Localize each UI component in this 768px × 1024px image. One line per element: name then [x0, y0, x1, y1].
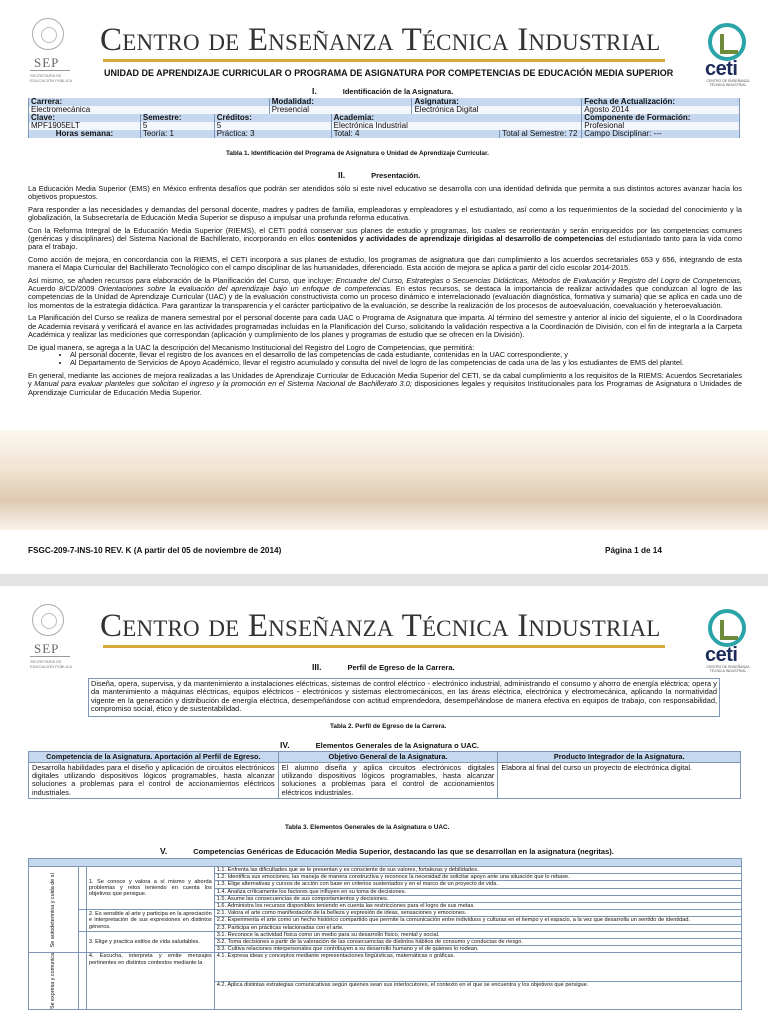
- sep-logo: SEP: [34, 55, 60, 70]
- decorative-banner-image: [0, 430, 768, 530]
- modalidad-value: Presencial: [269, 106, 412, 114]
- academia-label: Academia:: [331, 114, 582, 122]
- attribute-cell: 3.3. Cultiva relaciones interpersonales que contribuyen a su desarrollo humano y el de quienes lo rodean.: [214, 946, 741, 953]
- spacer-cell: [78, 953, 86, 1010]
- spacer-cell: [78, 931, 86, 953]
- column-header: Competencia de la Asignatura. Aportación al Perfil de Egreso.: [29, 752, 279, 763]
- carrera-label: Carrera:: [29, 98, 270, 106]
- sep-divider: [30, 656, 70, 657]
- attribute-cell: 4.1. Expresa ideas y conceptos mediante representaciones lingüísticas, matemáticas o gráficas.: [214, 953, 741, 982]
- title-underline: [103, 645, 665, 648]
- carrera-value: Electromecánica: [29, 106, 270, 114]
- table-band: [29, 859, 742, 867]
- paragraph: Como acción de mejora, en concordancia con la RIEMS, el CETI incorpora a sus planes de estudio, los programas de asignatura que dan cumplimiento a los acuerdos secretariales 653 y 656, integrando de esta manera el Mapa Curricular del Bachillerato Tecnológico con el campo disciplinar de las humanidades, diferenciado. Esta acción de mejora se aplica a partir del ciclo escolar 2014-2015.: [28, 254, 742, 273]
- table-cell: El alumno diseña y aplica circuitos electrónicos digitales utilizando dispositivos lógicos programables, hasta alcanzar soluciones a problemas para el control de accionamientos eléctricos industriales.: [278, 763, 498, 799]
- paragraph: Con la Reforma Integral de la Educación Media Superior (RIEMS), el CETI podrá conservar sus planes de estudio y programas, los cuales se reorientarán y serán enriquecidos por las competencias comunes (genéricas y disciplinares) del Sistema Nacional de Bachillerato, incorporando en ellos contenidos y actividades de aprendizaje dirigidas al desarrollo de competencias del estudiantado tanto para la vida como para el trabajo.: [28, 225, 742, 252]
- sep-subtitle: SECRETARÍA DE EDUCACIÓN PÚBLICA: [30, 659, 73, 669]
- paragraph: La Educación Media Superior (EMS) en México enfrenta desafíos que podrán ser atendidos sólo si este nivel educativo se desarrolla con una identidad definida que permita a sus distintos actores avanzar hacia los objetivos propuestos.: [28, 184, 742, 202]
- paragraph: En general, mediante las acciones de mejora realizadas a las Unidades de Aprendizaje Curricular de Educación Media Superior del CETI, se da cabal cumplimiento a los requisitos de la RIEMS: Acuerdos Secretariales y Manual para evaluar planteles que solicitan el ingreso y la promoción en el Sistema Nacional de Bachillerato 3.0; disposiciones legales y requisitos Institucionales para los Programas de Asignatura o Unidades de Aprendizaje Curricular de Educación Media Superior.: [28, 370, 742, 397]
- paragraph: La Planificación del Curso se realiza de manera semestral por el personal docente para cada UAC o Programa de Asignatura que imparta. Al término del semestre y anterior al inicio del siguiente, el o la Coordinadora de Academia revisará y verificará el avance en las actividades programadas incluidas en la Planificación del Curso, solicitando la validación respectiva a la Coordinación de División, con el fin de integrarla a la Carpeta Académica y realizar las mediciones que correspondan (aplicación y cumplimiento de los planes y programas de estudio que se ofrecen en la División).: [28, 313, 742, 340]
- section-heading-2: II. Presentación.: [338, 170, 421, 180]
- componente-label: Componente de Formación:: [582, 114, 740, 122]
- asignatura-label: Asignatura:: [412, 98, 582, 106]
- attribute-cell: 2.1. Valora el arte como manifestación de la belleza y expresión de ideas, sensaciones y emociones.: [214, 910, 741, 917]
- ceti-logo-icon: [708, 23, 746, 61]
- document-page-2: [0, 586, 768, 1024]
- sep-subtitle: SECRETARÍA DE EDUCACIÓN PÚBLICA: [30, 73, 73, 83]
- attribute-cell: 2.2. Experimenta el arte como un hecho histórico compartido que permite la comunicación entre individuos y culturas en el tiempo y el espacio, a la vez que desarrolla un sentido de identidad.: [214, 917, 741, 924]
- attribute-cell: 1.6. Administra los recursos disponibles teniendo en cuenta las restricciones para el logro de sus metas.: [214, 903, 741, 910]
- attribute-cell: 1.5. Asume las consecuencias de sus comportamientos y decisiones.: [214, 895, 741, 902]
- sep-logo: SEP: [34, 641, 60, 656]
- creditos-label: Créditos:: [214, 114, 331, 122]
- componente-value: Profesional: [582, 122, 740, 130]
- sep-divider: [30, 70, 70, 71]
- ceti-logo-subtitle: CENTRO DE ENSEÑANZA TÉCNICA INDUSTRIAL: [706, 665, 750, 673]
- competency-name: 1. Se conoce y valora a sí mismo y aborda problemas y retos teniendo en cuenta los objetivos que persigue.: [86, 867, 214, 910]
- total-semestre-value: Total al Semestre: 72: [500, 130, 582, 138]
- table-caption-1: Tabla 1. Identificación del Programa de Asignatura o Unidad de Aprendizaje Curricular.: [226, 150, 489, 157]
- program-title: UNIDAD DE APRENDIZAJE CURRICULAR O PROGRAMA DE ASIGNATURA POR COMPETENCIAS DE EDUCACIÓN MEDIA SUPERIOR: [104, 68, 674, 78]
- general-elements-table: [28, 751, 741, 799]
- category-cell: [29, 867, 79, 953]
- attribute-cell: 1.4. Analiza críticamente los factores que influyen en su toma de decisiones.: [214, 888, 741, 895]
- teoria-value: Teoría: 1: [140, 130, 214, 138]
- list-item: • Al personal docente, llevar el registro de los avances en el desarrollo de las competencias de cada estudiante, contenidas en la UAC correspondiente, y: [70, 351, 742, 359]
- asignatura-value: Electrónica Digital: [412, 106, 582, 114]
- clave-label: Clave:: [29, 114, 141, 122]
- competency-name: 3. Elige y practica estilos de vida saludables.: [86, 931, 214, 953]
- spacer-cell: [78, 910, 86, 932]
- identification-table: [28, 98, 740, 138]
- column-header: Objetivo General de la Asignatura.: [278, 752, 498, 763]
- attribute-cell: 1.3. Elige alternativas y cursos de acción con base en criterios sustentados y en el marco de un proyecto de vida.: [214, 881, 741, 888]
- attribute-cell: 1.2. Identifica sus emociones, las maneja de manera constructiva y reconoce la necesidad de solicitar apoyo ante una situación que lo rebase.: [214, 874, 741, 881]
- clave-value: MPF1905ELT: [29, 122, 141, 130]
- ceti-logo-icon: [708, 609, 746, 647]
- paragraph: Así mismo, se añaden recursos para elaboración de la Planificación del Curso, que incluye: Encuadre del Curso, Estrategias o Secuencias Didácticas, Métodos de Evaluación y Registro del Logro de Competencias, Acuerdo 8/CD/2009 Orientaciones sobre la evaluación del aprendizaje bajo un enfoque de competencias. En estos recursos, se destaca la importancia de realizar actividades que conduzcan al logro de las competencias de la Unidad de Aprendizaje Curricular (UAC) y de la evaluación constructivista como un proceso dinámico e interrelacionado (evaluación diagnóstica, formativa y sumaria) que se aplica en cada uno de los momentos de la estrategia didáctica. Para garantizar la transparencia y el carácter participativo de la evaluación, se describe la realización de los procesos de autoevaluación, coevaluación y heteroevaluación.: [28, 275, 742, 310]
- category-label: Se autodetermina y cuida de sí: [50, 872, 57, 947]
- ceti-logo-word: ceti: [705, 58, 738, 80]
- table-caption-2: Tabla 2. Perfil de Egreso de la Carrera.: [330, 723, 447, 730]
- attribute-cell: 3.2. Toma decisiones a partir de la valoración de las consecuencias de distintos hábitos de consumo y conductas de riesgo.: [214, 939, 741, 946]
- table-cell: Desarrolla habilidades para el diseño y aplicación de circuitos electrónicos digitales utilizando dispositivos lógicos programables, hasta alcanzar soluciones a problemas para el control de accionamientos eléctricos industriales.: [29, 763, 279, 799]
- page-number: Página 1 de 14: [605, 546, 662, 555]
- section-heading-5: V. Competencias Genéricas de Educación Media Superior, destacando las que se desarrollan en la asignatura (negritas).: [160, 846, 614, 856]
- competency-name: 4. Escucha, interpreta y emite mensajes pertinentes en distintos contextos mediante la: [86, 953, 214, 1010]
- horas-label: Horas semana:: [29, 130, 141, 138]
- category-label: Se expresa y comunica: [50, 953, 57, 1010]
- attribute-cell: 3.1. Reconoce la actividad física como un medio para su desarrollo físico, mental y social.: [214, 931, 741, 938]
- fecha-label: Fecha de Actualización:: [582, 98, 740, 106]
- practica-value: Práctica: 3: [214, 130, 331, 138]
- presentation-text: [28, 185, 742, 401]
- total-value: Total: 4: [331, 130, 500, 138]
- section-heading-4: IV. Elementos Generales de la Asignatura o UAC.: [280, 740, 480, 750]
- competency-name: 2. Es sensible al arte y participa en la apreciación e interpretación de sus expresiones en distintos géneros.: [86, 910, 214, 932]
- column-header: Producto Integrador de la Asignatura.: [498, 752, 741, 763]
- modalidad-label: Modalidad:: [269, 98, 412, 106]
- spacer-cell: [78, 867, 86, 910]
- title-underline: [103, 59, 665, 62]
- campo-disciplinar-value: Campo Disciplinar: ---: [582, 130, 740, 138]
- academia-value: Electrónica Industrial: [331, 122, 582, 130]
- semestre-label: Semestre:: [140, 114, 214, 122]
- creditos-value: 5: [214, 122, 331, 130]
- list-item: • Al Departamento de Servicios de Apoyo Académico, llevar el registro acumulado y consulta del nivel de logro de las competencias de cada una de las y los estudiantes de EMS del plantel.: [70, 359, 742, 367]
- paragraph: De igual manera, se agrega a la UAC la descripción del Mecanismo Institucional del Registro del Logro de Competencias, que permitirá:: [28, 342, 475, 352]
- institution-title: Centro de Enseñanza Técnica Industrial: [100, 22, 661, 58]
- table-cell: Elabora al final del curso un proyecto de electrónica digital.: [498, 763, 741, 799]
- page-separator: [0, 574, 768, 586]
- perfil-egreso-box: Diseña, opera, supervisa, y da mantenimiento a instalaciones eléctricas, sistemas de control eléctrico - electrónico industrial, administrando el consumo y ahorro de energía eléctrica; opera y da mantenimiento a máquinas eléctricas, equipos eléctricos - electrónicos y sistemas electromecánicos, en las áreas eléctrica, electrónica y electromecánica, aplicando la normatividad vigente en la generación y distribución de energía eléctrica, desempeñándose con actitud emprendedora, desempeñándose de manera efectiva en equipos de trabajo, con responsabilidad, compromiso social, ético y de sustentabilidad.: [88, 678, 720, 717]
- section-heading-3: III. Perfil de Egreso de la Carrera.: [312, 662, 455, 672]
- government-seal-icon: [32, 18, 64, 50]
- attribute-cell: 4.2. Aplica distintas estrategias comunicativas según quienes sean sus interlocutores, el contexto en el que se encuentra y los objetivos que persigue.: [214, 981, 741, 1010]
- paragraph: Para responder a las necesidades y demandas del personal docente, madres y padres de familia, empleadoras y empleadores y el estudiantado, así como a los requerimientos de la sociedad del conocimiento y la globalización, la Subsecretaría de Educación Media Superior se dispuso a impulsar una profunda reforma educativa.: [28, 204, 742, 223]
- fecha-value: Agosto 2014: [582, 106, 740, 114]
- semestre-value: 5: [140, 122, 214, 130]
- ceti-logo-word: ceti: [705, 644, 738, 666]
- table-caption-3: Tabla 3. Elementos Generales de la Asignatura o UAC.: [285, 824, 450, 831]
- ceti-logo-subtitle: CENTRO DE ENSEÑANZA TÉCNICA INDUSTRIAL: [706, 79, 750, 87]
- section-heading-1: I. Identificación de la Asignatura.: [312, 86, 454, 96]
- document-code: FSGC-209-7-INS-10 REV. K (A partir del 05 de noviembre de 2014): [28, 546, 282, 555]
- category-cell: [29, 953, 79, 1010]
- attribute-cell: 1.1. Enfrenta las dificultades que se le presentan y es consciente de sus valores, fortalezas y debilidades.: [214, 867, 741, 874]
- government-seal-icon: [32, 604, 64, 636]
- page-header: [0, 0, 768, 95]
- bullet-list: [28, 351, 742, 368]
- institution-title: Centro de Enseñanza Técnica Industrial: [100, 608, 661, 644]
- attribute-cell: 2.3. Participa en prácticas relacionadas con el arte.: [214, 924, 741, 931]
- generic-competencies-table: [28, 858, 742, 1010]
